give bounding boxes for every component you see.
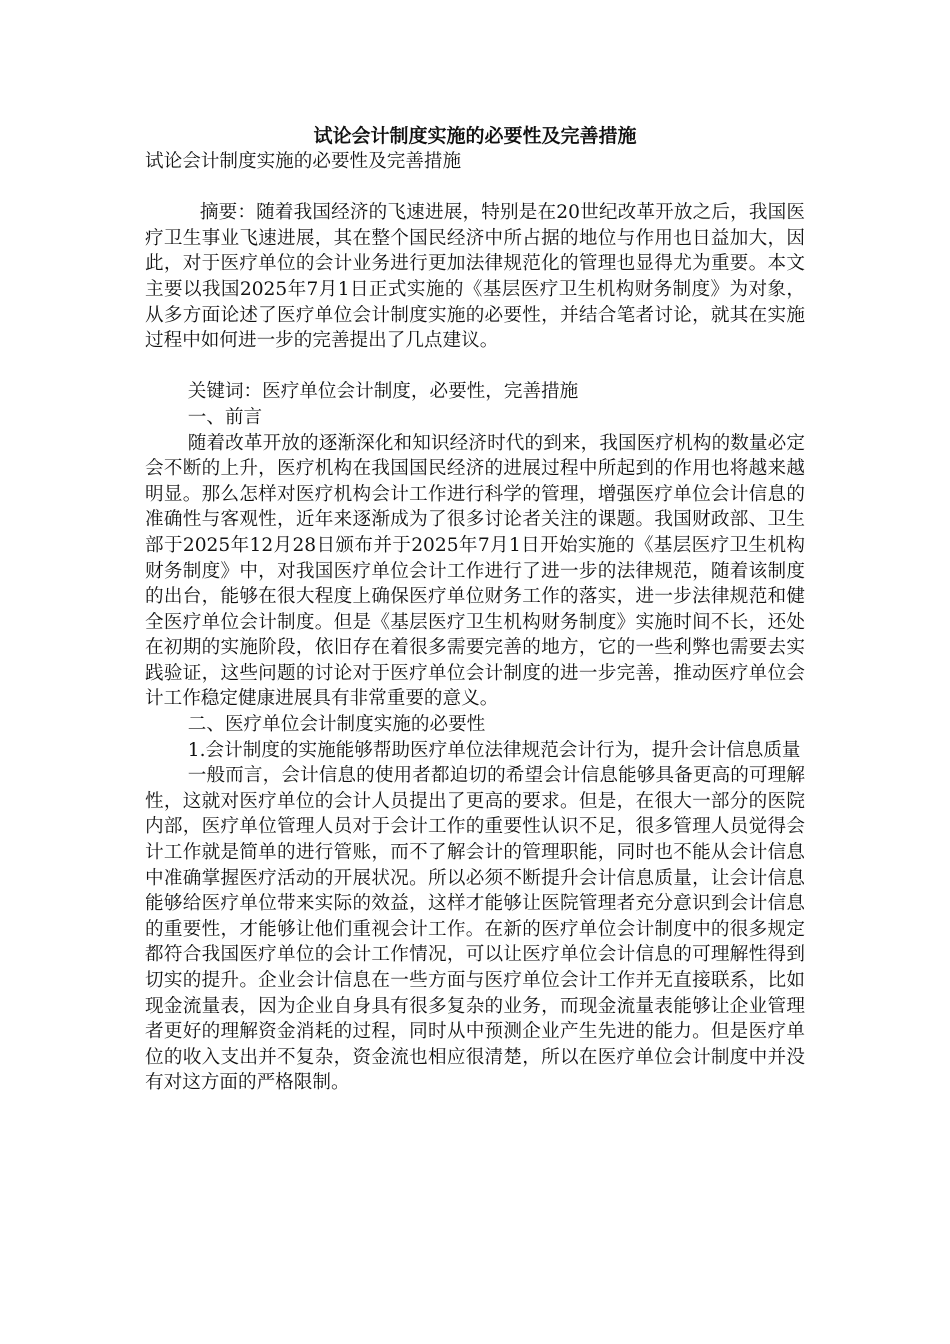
- document-title: 试论会计制度实施的必要性及完善措施: [313, 125, 637, 147]
- document-subtitle: 试论会计制度实施的必要性及完善措施: [145, 151, 462, 172]
- keywords-line: 关键词：医疗单位会计制度，必要性，完善措施: [187, 381, 579, 403]
- preface-paragraph: 随着改革开放的逐渐深化和知识经济时代的到来，我国医疗机构的数量必定会不断的上升，医疗机构在我国国民经济的进展过程中所起到的作用也将越来越明显。那么怎样对医疗机构会计工作进行科学的管理，增强医疗单位会计信息的准确性与客观性，近年来逐渐成为了很多讨论者关注的课题。我国财政部、卫生部于2025年12月28日颁布并于2025年7月1日开始实施的《基层医疗卫生机构财务制度》中，对我国医疗单位会计工作进行了进一步的法律规范，随着该制度的出台，能够在很大程度上确保医疗单位财务工作的落实，进一步法律规范和健全医疗单位会计制度。但是《基层医疗卫生机构财务制度》实施时间不长，还处在初期的实施阶段，依旧存在着很多需要完善的地方，它的一些利弊也需要去实践验证，这些问题的讨论对于医疗单位会计制度的进一步完善，推动医疗单位会计工作稳定健康进展具有非常重要的意义。: [145, 432, 805, 710]
- section-heading-necessity: 二、医疗单位会计制度实施的必要性: [187, 714, 486, 736]
- subsection-1-paragraph: 一般而言，会计信息的使用者都迫切的希望会计信息能够具备更高的可理解性，这就对医疗单位的会计人员提出了更高的要求。但是，在很大一部分的医院内部，医疗单位管理人员对于会计工作的重要性认识不足，很多管理人员觉得会计工作就是简单的进行管账，而不了解会计的管理职能，同时也不能从会计信息中准确掌握医疗活动的开展状况。所以必须不断提升会计信息质量，让会计信息能够给医疗单位带来实际的效益，这样才能够让医院管理者充分意识到会计信息的重要性，才能够让他们重视会计工作。在新的医疗单位会计制度中的很多规定都符合我国医疗单位的会计工作情况，可以让医疗单位会计信息的可理解性得到切实的提升。企业会计信息在一些方面与医疗单位会计工作并无直接联系，比如现金流量表，因为企业自身具有很多复杂的业务，而现金流量表能够让企业管理者更好的理解资金消耗的过程，同时从中预测企业产生先进的能力。但是医疗单位的收入支出并不复杂，资金流也相应很清楚，所以在医疗单位会计制度中并没有对这方面的严格限制。: [145, 765, 805, 1094]
- abstract-paragraph: 摘要：随着我国经济的飞速进展，特别是在20世纪改革开放之后，我国医疗卫生事业飞速进展，其在整个国民经济中所占据的地位与作用也日益加大，因此，对于医疗单位的会计业务进行更加法律规范化的管理也显得尤为重要。本文主要以我国2025年7月1日正式实施的《基层医疗卫生机构财务制度》为对象，从多方面论述了医疗单位会计制度实施的必要性，并结合笔者讨论，就其在实施过程中如何进一步的完善提出了几点建议。: [145, 202, 805, 352]
- subsection-heading-1: 1.会计制度的实施能够帮助医疗单位法律规范会计行为，提升会计信息质量: [187, 739, 801, 761]
- document-body: [145, 149, 805, 1096]
- blank-line: [145, 354, 805, 380]
- blank-line: [145, 175, 805, 201]
- section-heading-preface: 一、前言: [187, 406, 263, 428]
